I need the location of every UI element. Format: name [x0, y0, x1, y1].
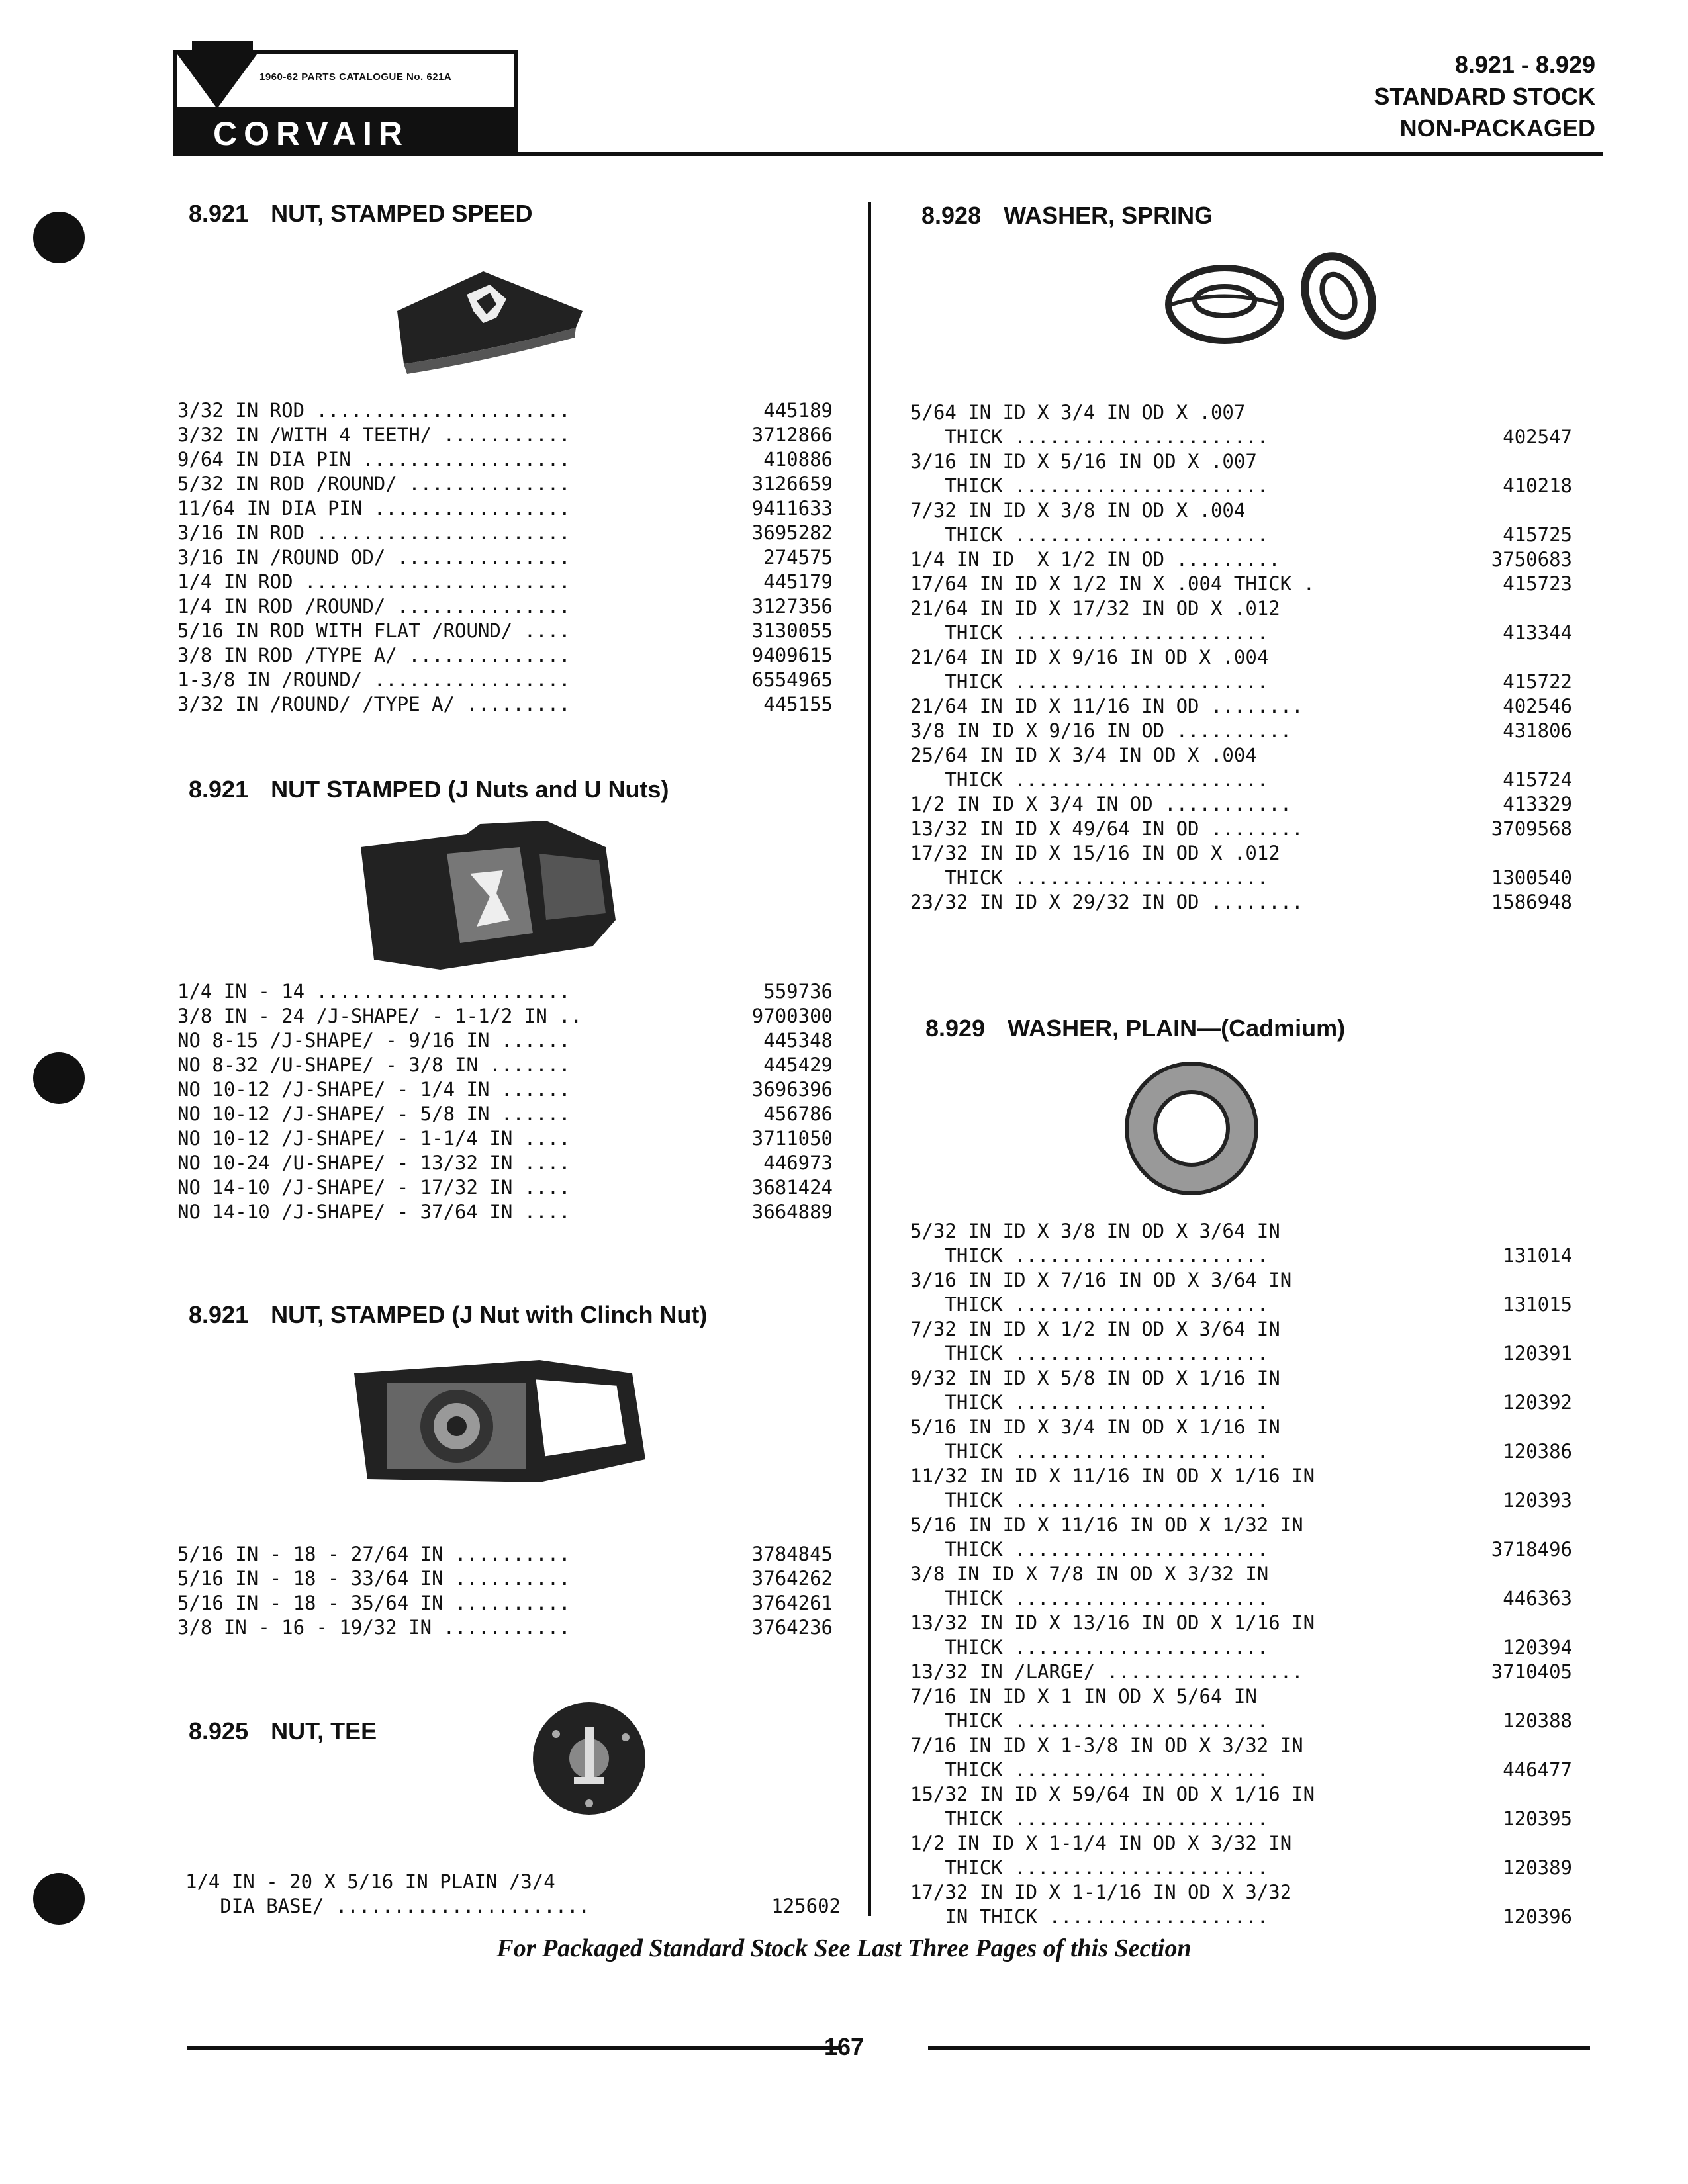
parts-row [910, 694, 1572, 719]
parts-row [910, 866, 1572, 890]
part-description: 15/32 IN ID X 59/64 IN OD X 1/16 IN [910, 1783, 1315, 1805]
part-number: 3127356 [751, 595, 833, 617]
part-number: 410218 [1503, 475, 1572, 497]
section-title [189, 1301, 707, 1329]
section-name: NUT, STAMPED SPEED [271, 200, 533, 227]
binder-hole-top [33, 212, 85, 263]
part-number: 9411633 [751, 497, 833, 520]
part-description: THICK ...................... [910, 866, 1269, 889]
group-range: 8.921 - 8.929 [1454, 51, 1595, 78]
footer-note: For Packaged Standard Stock See Last Three Pages of this Section [496, 1934, 1192, 1962]
section-number: 8.928 [921, 202, 982, 229]
part-description: THICK ...................... [910, 1758, 1269, 1781]
parts-row [185, 1894, 841, 1919]
part-description: 1/4 IN ROD ....................... [177, 570, 571, 593]
parts-row [177, 1175, 833, 1200]
part-description: 21/64 IN ID X 9/16 IN OD X .004 [910, 646, 1269, 668]
parts-row [910, 1415, 1572, 1439]
parts-row [910, 1562, 1572, 1586]
part-description: NO 10-24 /U-SHAPE/ - 13/32 IN .... [177, 1152, 571, 1174]
part-description: 5/32 IN ID X 3/8 IN OD X 3/64 IN [910, 1220, 1280, 1242]
part-number: 3681424 [751, 1176, 833, 1199]
header-rule [518, 152, 1603, 156]
parts-row [910, 1464, 1572, 1488]
parts-row [177, 1200, 833, 1224]
part-description: DIA BASE/ ...................... [185, 1895, 590, 1917]
part-description: THICK ...................... [910, 1244, 1269, 1267]
parts-row [910, 400, 1572, 425]
part-number: 445348 [763, 1029, 833, 1052]
parts-row [910, 1244, 1572, 1268]
heading-line-2: NON-PACKAGED [1399, 114, 1595, 142]
catalog-number: 1960-62 PARTS CATALOGUE No. 621A [259, 71, 452, 83]
section-name: NUT STAMPED [271, 776, 442, 803]
speed-nut-illustration [391, 265, 589, 377]
part-number: 6554965 [751, 668, 833, 691]
parts-row [910, 1488, 1572, 1513]
part-description: THICK ...................... [910, 1709, 1269, 1732]
part-description: 23/32 IN ID X 29/32 IN OD ........ [910, 891, 1303, 913]
j-nut-illustration [348, 821, 626, 973]
part-number: 415723 [1503, 572, 1572, 595]
parts-row [910, 1880, 1572, 1905]
parts-row [910, 1219, 1572, 1244]
part-number: 3712866 [751, 424, 833, 446]
parts-row [910, 645, 1572, 670]
parts-row [177, 1028, 833, 1053]
section-title [189, 1717, 377, 1745]
part-number: 402547 [1503, 426, 1572, 448]
part-description: THICK ...................... [910, 1636, 1269, 1659]
parts-row [910, 1635, 1572, 1660]
part-number: 131015 [1503, 1293, 1572, 1316]
part-number: 1586948 [1491, 891, 1572, 913]
parts-row [910, 1268, 1572, 1293]
parts-row [910, 1366, 1572, 1390]
parts-row [910, 670, 1572, 694]
part-number: 3696396 [751, 1078, 833, 1101]
section-name: WASHER, PLAIN—(Cadmium) [1008, 1015, 1346, 1042]
parts-row [910, 1342, 1572, 1366]
part-description: 5/16 IN - 18 - 33/64 IN .......... [177, 1567, 571, 1590]
parts-row [177, 1567, 833, 1591]
parts-row [910, 1537, 1572, 1562]
part-description: THICK ...................... [910, 426, 1269, 448]
part-description: NO 14-10 /J-SHAPE/ - 17/32 IN .... [177, 1176, 571, 1199]
part-description: THICK ...................... [910, 670, 1269, 693]
part-number: 120394 [1503, 1636, 1572, 1659]
part-description: NO 14-10 /J-SHAPE/ - 37/64 IN .... [177, 1201, 571, 1223]
part-description: 5/16 IN - 18 - 35/64 IN .......... [177, 1592, 571, 1614]
section-title [189, 200, 532, 228]
part-description: THICK ...................... [910, 768, 1269, 791]
parts-row [177, 692, 833, 717]
section-name: WASHER, SPRING [1004, 202, 1213, 229]
part-number: 3664889 [751, 1201, 833, 1223]
part-number: 9409615 [751, 644, 833, 666]
parts-row [177, 594, 833, 619]
part-description: 17/32 IN ID X 1-1/16 IN OD X 3/32 [910, 1881, 1292, 1903]
parts-row [177, 1591, 833, 1615]
part-number: 3710405 [1491, 1661, 1572, 1683]
binder-hole-bottom [33, 1873, 85, 1925]
part-description: 13/32 IN ID X 49/64 IN OD ........ [910, 817, 1303, 840]
parts-row [177, 521, 833, 545]
part-description: NO 10-12 /J-SHAPE/ - 1/4 IN ...... [177, 1078, 571, 1101]
part-description: 5/16 IN - 18 - 27/64 IN .......... [177, 1543, 571, 1565]
parts-row [910, 449, 1572, 474]
part-number: 120395 [1503, 1807, 1572, 1830]
part-number: 3718496 [1491, 1538, 1572, 1561]
parts-list [910, 400, 1572, 915]
part-description: THICK ...................... [910, 1391, 1269, 1414]
parts-row [910, 1758, 1572, 1782]
parts-row [177, 1151, 833, 1175]
parts-row [177, 1004, 833, 1028]
parts-row [177, 570, 833, 594]
section-number: 8.921 [189, 1301, 249, 1328]
part-description: 7/32 IN ID X 1/2 IN OD X 3/64 IN [910, 1318, 1280, 1340]
parts-row [910, 621, 1572, 645]
part-number: 415725 [1503, 523, 1572, 546]
spring-washer-illustration [1165, 248, 1390, 347]
part-description: THICK ...................... [910, 1807, 1269, 1830]
part-description: THICK ...................... [910, 1440, 1269, 1463]
parts-list [910, 1219, 1572, 1929]
part-description: 7/16 IN ID X 1 IN OD X 5/64 IN [910, 1685, 1257, 1707]
part-description: 25/64 IN ID X 3/4 IN OD X .004 [910, 744, 1257, 766]
page-heading [1374, 49, 1595, 144]
part-number: 402546 [1503, 695, 1572, 717]
part-number: 3750683 [1491, 548, 1572, 570]
part-description: IN THICK ................... [910, 1905, 1269, 1928]
part-description: 3/32 IN /WITH 4 TEETH/ ........... [177, 424, 571, 446]
parts-row [910, 1586, 1572, 1611]
part-description: THICK ...................... [910, 621, 1269, 644]
parts-row [910, 1317, 1572, 1342]
section-name: NUT, TEE [271, 1717, 377, 1745]
part-description: 11/32 IN ID X 11/16 IN OD X 1/16 IN [910, 1465, 1315, 1487]
part-description: 9/32 IN ID X 5/8 IN OD X 1/16 IN [910, 1367, 1280, 1389]
parts-row [910, 1684, 1572, 1709]
part-description: 5/16 IN ROD WITH FLAT /ROUND/ .... [177, 619, 571, 642]
heading-line-1: STANDARD STOCK [1374, 83, 1595, 110]
part-number: 3695282 [751, 522, 833, 544]
part-number: 3764262 [751, 1567, 833, 1590]
parts-list [177, 1542, 833, 1640]
parts-row [910, 1782, 1572, 1807]
part-number: 120391 [1503, 1342, 1572, 1365]
part-number: 559736 [763, 980, 833, 1003]
parts-row [910, 890, 1572, 915]
part-description: 11/64 IN DIA PIN ................. [177, 497, 571, 520]
section-title [925, 1015, 1345, 1042]
parts-row [910, 841, 1572, 866]
part-description: 3/8 IN ROD /TYPE A/ .............. [177, 644, 571, 666]
clinch-nut-illustration [341, 1347, 652, 1492]
section-number: 8.921 [189, 200, 249, 227]
part-number: 120392 [1503, 1391, 1572, 1414]
part-description: 3/8 IN - 16 - 19/32 IN ........... [177, 1616, 571, 1639]
parts-row [177, 619, 833, 643]
part-description: 5/32 IN ROD /ROUND/ .............. [177, 473, 571, 495]
parts-row [910, 596, 1572, 621]
parts-row [185, 1870, 841, 1894]
part-number: 456786 [763, 1103, 833, 1125]
part-number: 131014 [1503, 1244, 1572, 1267]
parts-row [910, 768, 1572, 792]
part-number: 431806 [1503, 719, 1572, 742]
parts-row [910, 817, 1572, 841]
parts-row [910, 719, 1572, 743]
parts-row [910, 1856, 1572, 1880]
part-number: 120389 [1503, 1856, 1572, 1879]
section-number: 8.929 [925, 1015, 986, 1042]
parts-row [910, 1513, 1572, 1537]
part-number: 120393 [1503, 1489, 1572, 1512]
part-description: 5/64 IN ID X 3/4 IN OD X .007 [910, 401, 1246, 424]
part-number: 415722 [1503, 670, 1572, 693]
parts-row [177, 668, 833, 692]
logo-emblem-icon [177, 54, 257, 109]
binder-hole-middle [33, 1052, 85, 1104]
section-number: 8.925 [189, 1717, 249, 1745]
parts-row [910, 1733, 1572, 1758]
plain-washer-illustration [1119, 1059, 1264, 1198]
part-description: 7/32 IN ID X 3/8 IN OD X .004 [910, 499, 1246, 522]
part-description: NO 8-15 /J-SHAPE/ - 9/16 IN ...... [177, 1029, 571, 1052]
part-description: THICK ...................... [910, 523, 1269, 546]
parts-row [910, 1831, 1572, 1856]
parts-list [177, 979, 833, 1224]
parts-row [910, 425, 1572, 449]
parts-row [910, 1807, 1572, 1831]
part-description: THICK ...................... [910, 1587, 1269, 1610]
part-number: 445189 [763, 399, 833, 422]
parts-list [185, 1870, 841, 1919]
part-description: THICK ...................... [910, 1489, 1269, 1512]
part-number: 3764261 [751, 1592, 833, 1614]
part-number: 3784845 [751, 1543, 833, 1565]
part-description: 1/4 IN - 20 X 5/16 IN PLAIN /3/4 [185, 1870, 555, 1893]
part-description: 1/4 IN ROD /ROUND/ ............... [177, 595, 571, 617]
section-subtitle: (J Nut with Clinch Nut) [451, 1301, 708, 1328]
parts-row [910, 1390, 1572, 1415]
section-name: NUT, STAMPED [271, 1301, 445, 1328]
parts-row [177, 979, 833, 1004]
parts-row [910, 498, 1572, 523]
parts-row [177, 496, 833, 521]
part-description: THICK ...................... [910, 1856, 1269, 1879]
parts-row [910, 743, 1572, 768]
brand-name: CORVAIR [173, 111, 518, 156]
parts-list [177, 398, 833, 717]
parts-row [177, 1615, 833, 1640]
parts-row [910, 1293, 1572, 1317]
part-description: 3/8 IN ID X 9/16 IN OD .......... [910, 719, 1292, 742]
parts-row [177, 643, 833, 668]
parts-row [910, 523, 1572, 547]
part-number: 120396 [1503, 1905, 1572, 1928]
part-number: 445179 [763, 570, 833, 593]
parts-row [177, 1542, 833, 1567]
part-number: 9700300 [751, 1005, 833, 1027]
parts-row [177, 447, 833, 472]
part-description: THICK ...................... [910, 1293, 1269, 1316]
part-description: 1/4 IN ID X 1/2 IN OD ......... [910, 548, 1280, 570]
part-description: 3/8 IN - 24 /J-SHAPE/ - 1-1/2 IN .. [177, 1005, 583, 1027]
part-description: 5/16 IN ID X 11/16 IN OD X 1/32 IN [910, 1514, 1303, 1536]
part-description: 3/16 IN ID X 7/16 IN OD X 3/64 IN [910, 1269, 1292, 1291]
part-number: 415724 [1503, 768, 1572, 791]
parts-row [177, 472, 833, 496]
parts-row [910, 1709, 1572, 1733]
part-description: 3/16 IN /ROUND OD/ ............... [177, 546, 571, 569]
parts-row [910, 1439, 1572, 1464]
parts-row [177, 1053, 833, 1077]
part-description: 3/16 IN ROD ...................... [177, 522, 571, 544]
part-description: THICK ...................... [910, 475, 1269, 497]
parts-row [177, 398, 833, 423]
part-description: THICK ...................... [910, 1342, 1269, 1365]
tee-nut-illustration [526, 1698, 652, 1817]
parts-row [910, 572, 1572, 596]
part-number: 120388 [1503, 1709, 1572, 1732]
parts-row [910, 1660, 1572, 1684]
part-number: 410886 [763, 448, 833, 471]
section-title [189, 776, 669, 803]
part-number: 446363 [1503, 1587, 1572, 1610]
part-description: 3/16 IN ID X 5/16 IN OD X .007 [910, 450, 1257, 473]
part-description: 21/64 IN ID X 17/32 IN OD X .012 [910, 597, 1280, 619]
column-divider [868, 202, 871, 1916]
section-number: 8.921 [189, 776, 249, 803]
section-subtitle: (J Nuts and U Nuts) [447, 776, 669, 803]
part-description: THICK ...................... [910, 1538, 1269, 1561]
part-number: 445429 [763, 1054, 833, 1076]
parts-row [910, 1611, 1572, 1635]
part-number: 3709568 [1491, 817, 1572, 840]
parts-row [910, 547, 1572, 572]
part-description: 9/64 IN DIA PIN .................. [177, 448, 571, 471]
parts-row [910, 792, 1572, 817]
parts-row [910, 474, 1572, 498]
parts-row [910, 1905, 1572, 1929]
part-description: 7/16 IN ID X 1-3/8 IN OD X 3/32 IN [910, 1734, 1303, 1756]
part-number: 3764236 [751, 1616, 833, 1639]
part-number: 120386 [1503, 1440, 1572, 1463]
part-number: 413344 [1503, 621, 1572, 644]
section-title [921, 202, 1213, 230]
part-description: 13/32 IN /LARGE/ ................. [910, 1661, 1303, 1683]
part-description: 1/4 IN - 14 ...................... [177, 980, 571, 1003]
part-description: NO 8-32 /U-SHAPE/ - 3/8 IN ....... [177, 1054, 571, 1076]
part-number: 1300540 [1491, 866, 1572, 889]
corvair-logo [173, 50, 518, 156]
parts-row [177, 1077, 833, 1102]
logo-tab [192, 41, 253, 53]
part-description: 17/32 IN ID X 15/16 IN OD X .012 [910, 842, 1280, 864]
part-description: 3/8 IN ID X 7/8 IN OD X 3/32 IN [910, 1563, 1269, 1585]
part-description: 1/2 IN ID X 3/4 IN OD ........... [910, 793, 1292, 815]
part-number: 274575 [763, 546, 833, 569]
part-number: 125602 [771, 1895, 841, 1917]
part-description: NO 10-12 /J-SHAPE/ - 5/8 IN ...... [177, 1103, 571, 1125]
parts-row [177, 1126, 833, 1151]
part-description: 1/2 IN ID X 1-1/4 IN OD X 3/32 IN [910, 1832, 1292, 1854]
page-number: 167 [823, 2033, 865, 2060]
part-description: 5/16 IN ID X 3/4 IN OD X 1/16 IN [910, 1416, 1280, 1438]
part-number: 413329 [1503, 793, 1572, 815]
part-description: 21/64 IN ID X 11/16 IN OD ........ [910, 695, 1303, 717]
part-description: NO 10-12 /J-SHAPE/ - 1-1/4 IN .... [177, 1127, 571, 1150]
part-description: 17/64 IN ID X 1/2 IN X .004 THICK . [910, 572, 1315, 595]
part-number: 446477 [1503, 1758, 1572, 1781]
part-number: 446973 [763, 1152, 833, 1174]
parts-row [177, 1102, 833, 1126]
parts-row [177, 423, 833, 447]
part-number: 3126659 [751, 473, 833, 495]
part-description: 13/32 IN ID X 13/16 IN OD X 1/16 IN [910, 1612, 1315, 1634]
part-description: 3/32 IN /ROUND/ /TYPE A/ ......... [177, 693, 571, 715]
part-number: 3711050 [751, 1127, 833, 1150]
part-description: 1-3/8 IN /ROUND/ ................. [177, 668, 571, 691]
part-description: 3/32 IN ROD ...................... [177, 399, 571, 422]
part-number: 445155 [763, 693, 833, 715]
parts-row [177, 545, 833, 570]
part-number: 3130055 [751, 619, 833, 642]
